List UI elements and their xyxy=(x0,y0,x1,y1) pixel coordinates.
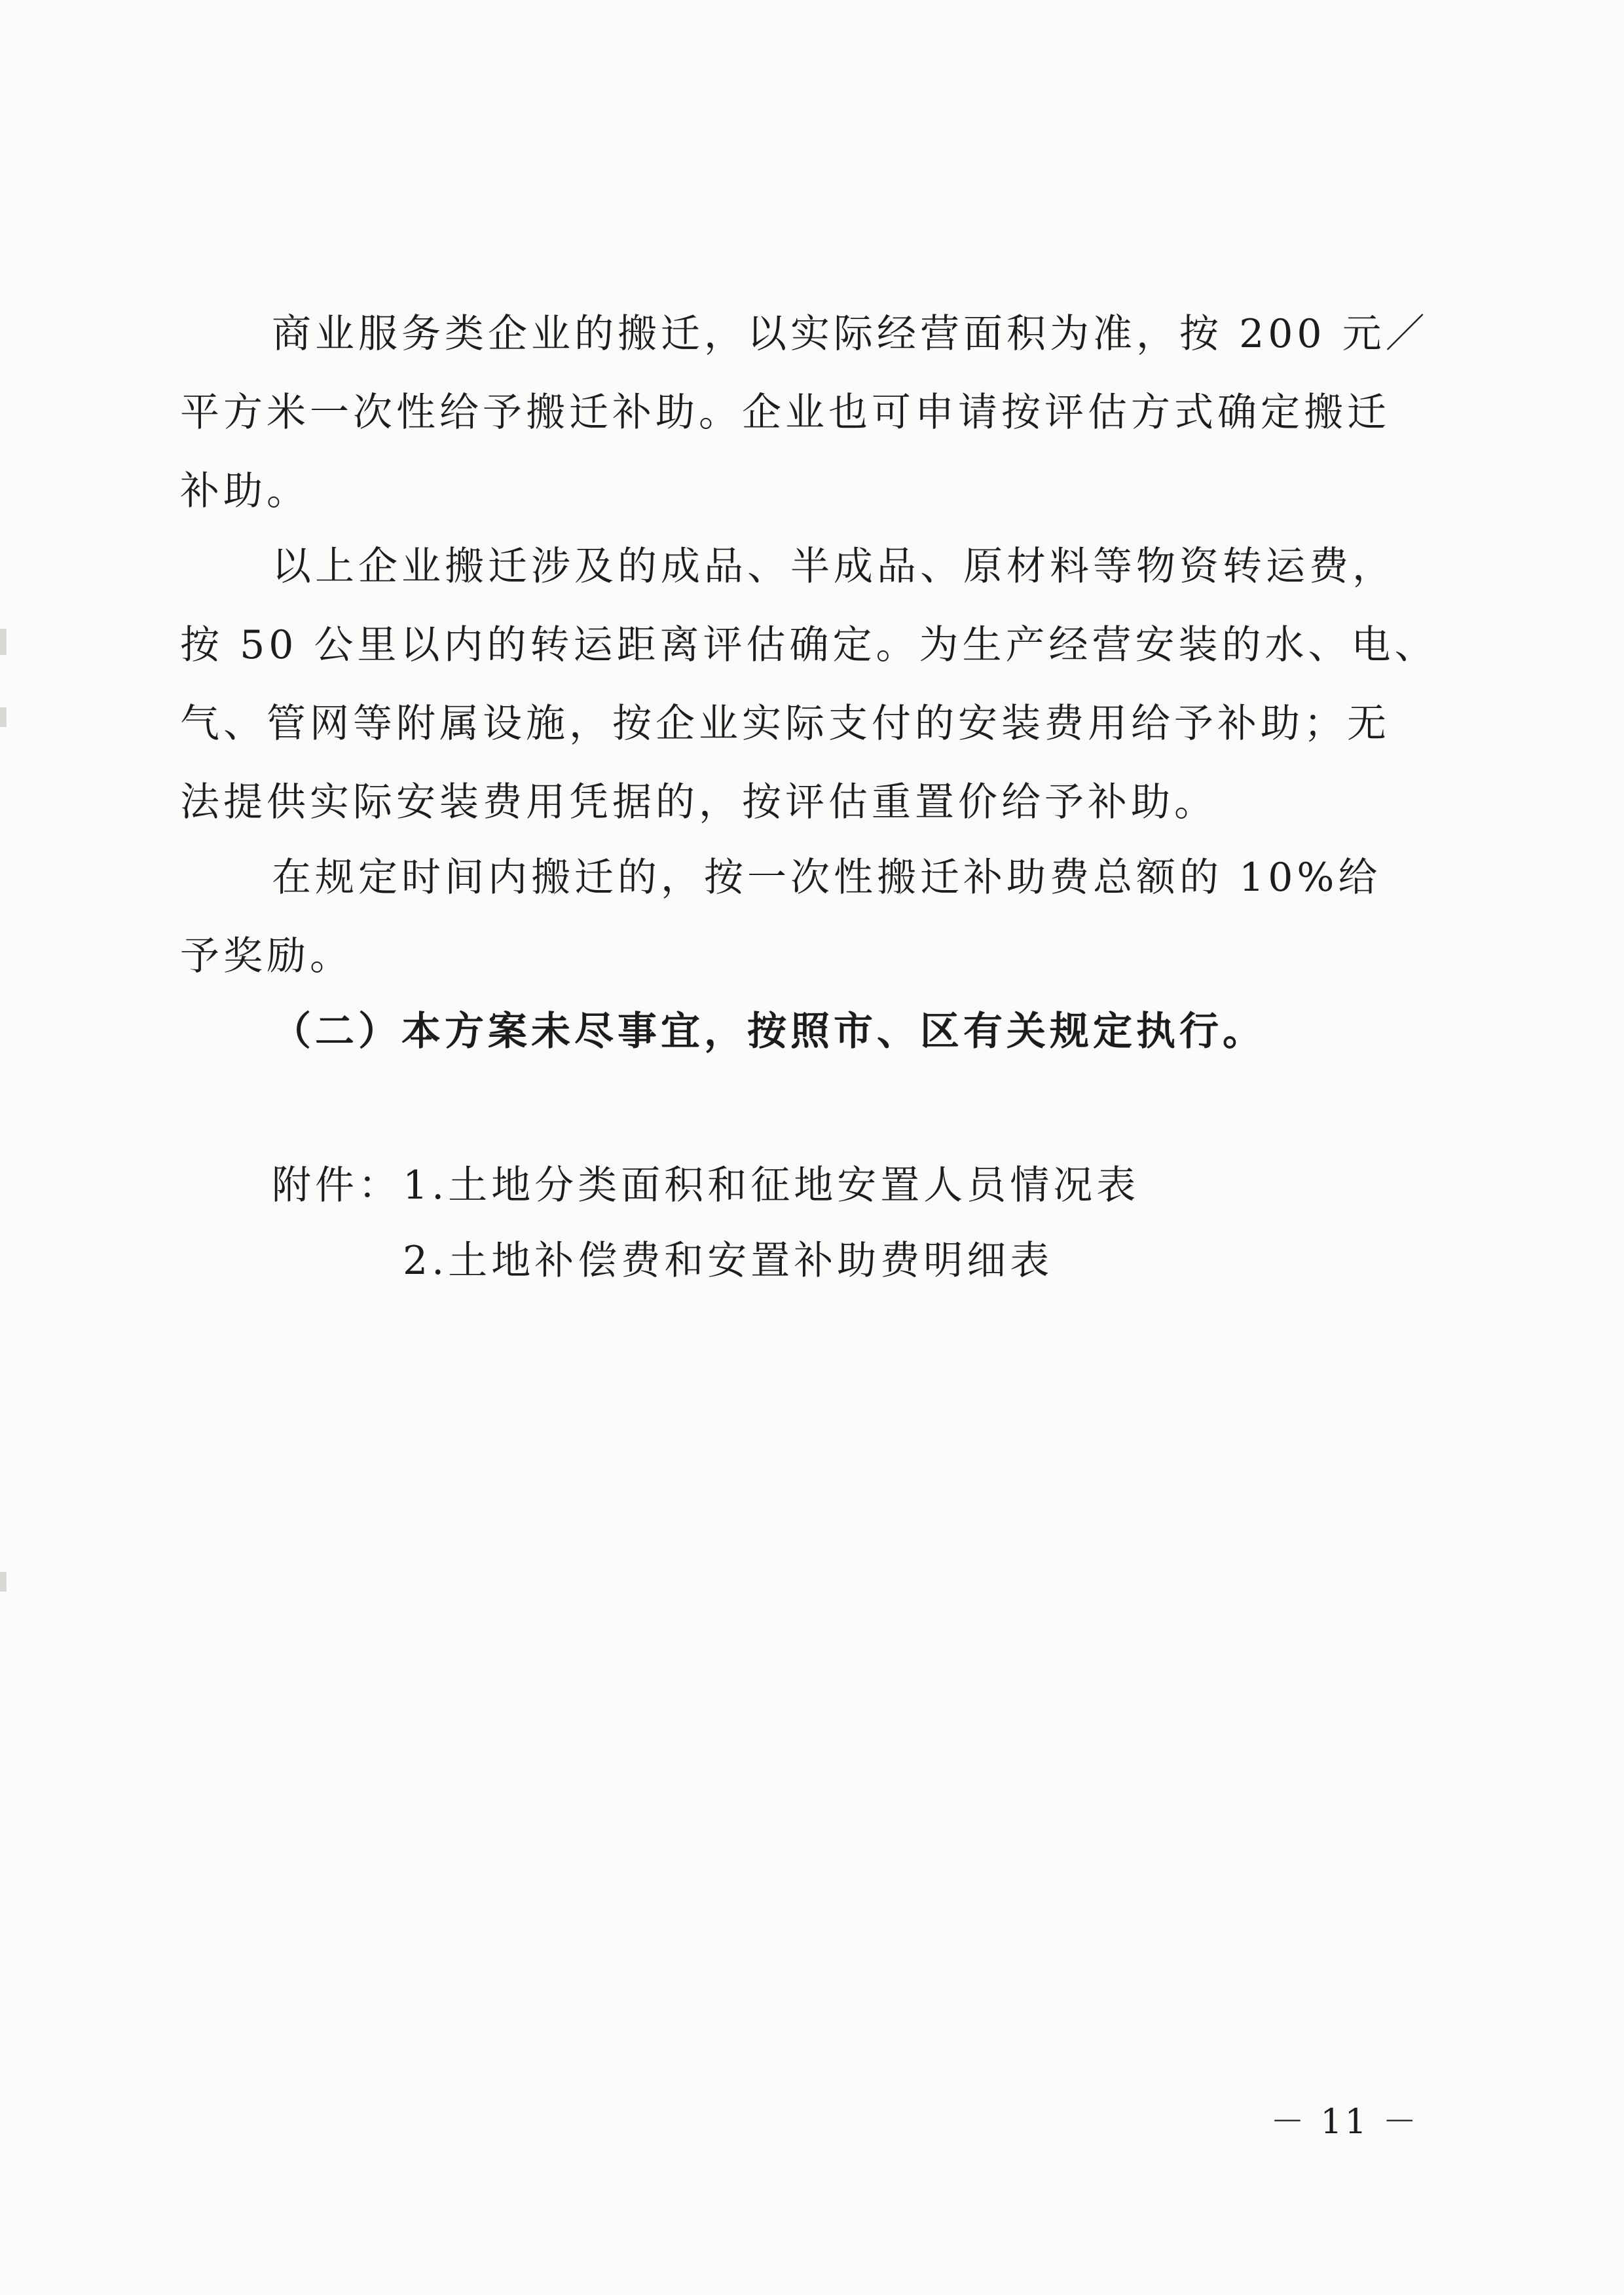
attachments-label: 附件： xyxy=(272,1163,401,1208)
paragraph-2-line-2: 按 50 公里以内的转运距离评估确定。为生产经营安装的水、电、 xyxy=(180,622,1438,668)
paragraph-1-line-1: 商业服务类企业的搬迁，以实际经营面积为准，按 200 元／ xyxy=(272,311,1429,357)
paragraph-4-line-1: （二）本方案未尽事宜，按照市、区有关规定执行。 xyxy=(272,1009,1266,1054)
paragraph-2-line-1: 以上企业搬迁涉及的成品、半成品、原材料等物资转运费， xyxy=(272,544,1395,589)
attachment-item-1: 1.土地分类面积和征地安置人员情况表 xyxy=(403,1163,1140,1208)
paragraph-1-line-3: 补助。 xyxy=(180,468,310,514)
paragraph-2-line-4: 法提供实际安装费用凭据的，按评估重置价给予补助。 xyxy=(180,779,1217,825)
paragraph-3-line-1: 在规定时间内搬迁的，按一次性搬迁补助费总额的 10%给 xyxy=(272,855,1382,901)
scan-edge-mark xyxy=(0,1572,7,1592)
page-number: － 11 － xyxy=(1270,2102,1420,2142)
paragraph-3-line-2: 予奖励。 xyxy=(180,933,353,979)
scan-edge-mark xyxy=(0,707,7,727)
paragraph-2-line-3: 气、管网等附属设施，按企业实际支付的安装费用给予补助；无 xyxy=(180,701,1390,747)
scan-edge-mark xyxy=(0,629,7,655)
paragraph-1-line-2: 平方米一次性给予搬迁补助。企业也可申请按评估方式确定搬迁 xyxy=(180,390,1390,436)
attachment-item-2: 2.土地补偿费和安置补助费明细表 xyxy=(403,1238,1054,1284)
